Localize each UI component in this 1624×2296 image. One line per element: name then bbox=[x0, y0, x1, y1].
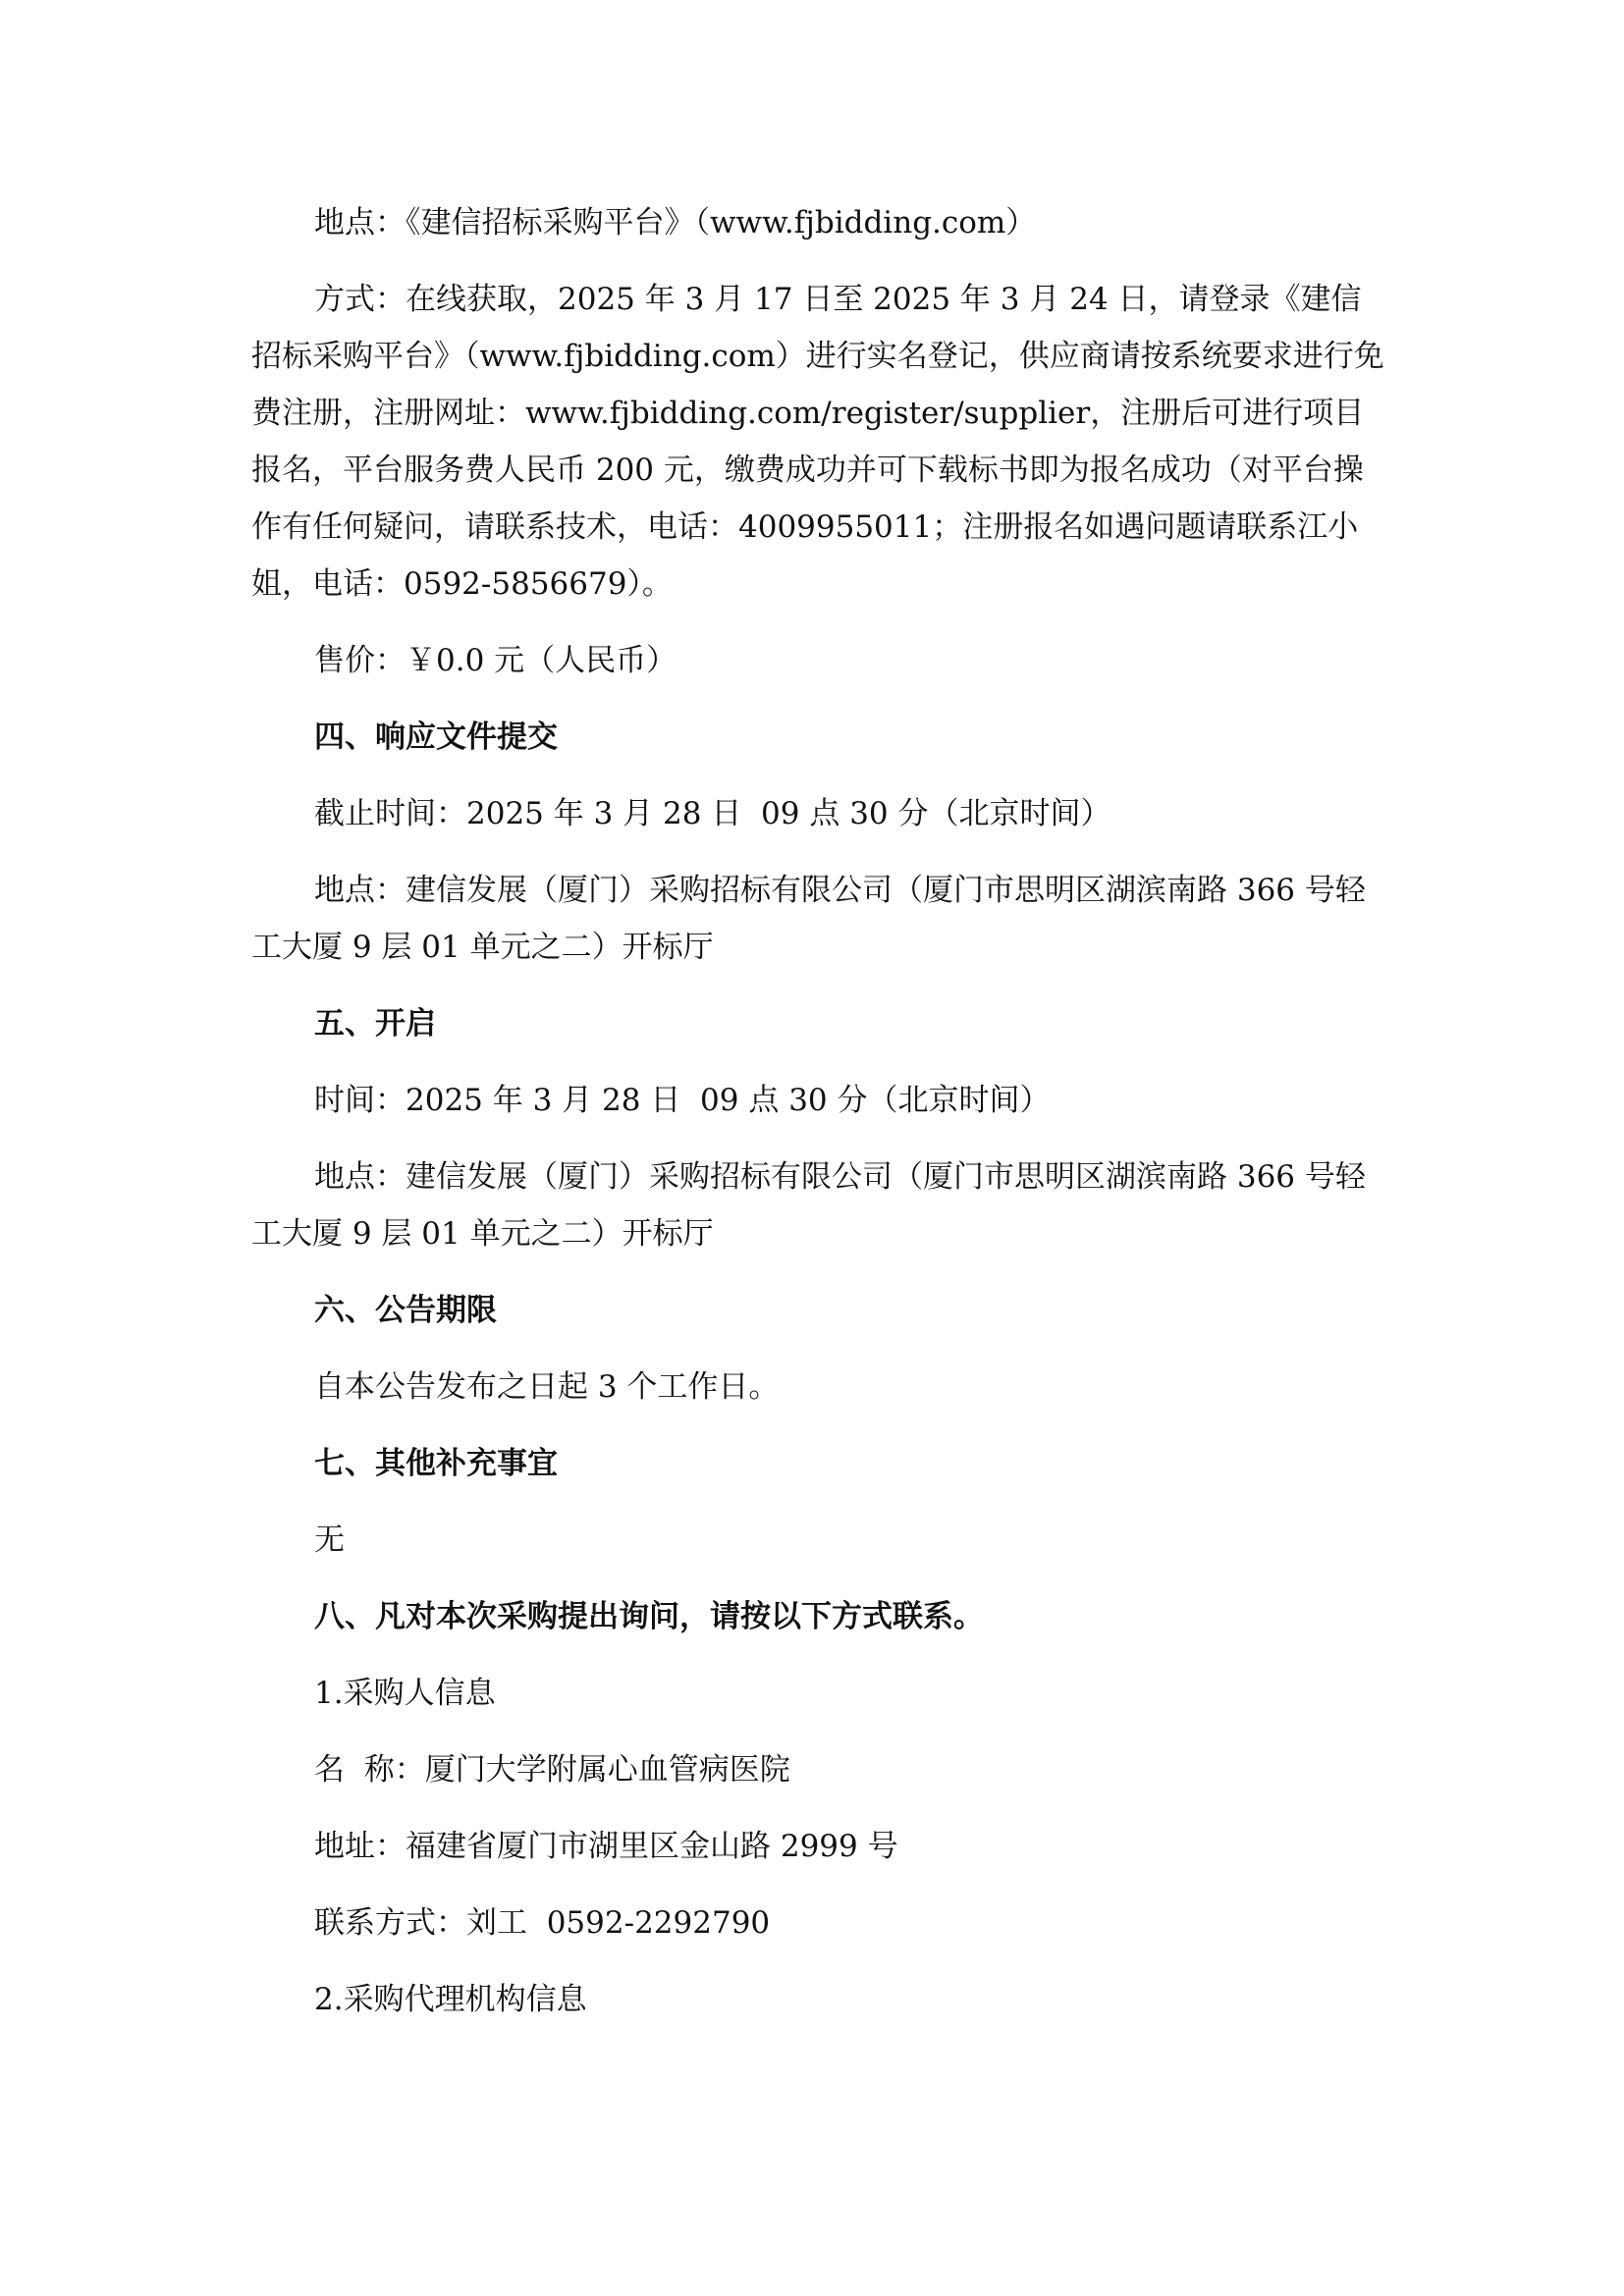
obtain-method: 方式：在线获取，2025 年 3 月 17 日至 2025 年 3 月 24 日，请登录《建信招标采购平台》（www.fjbidding.com）进行实名登记，供应商请按系统要求进行免费注册，注册网址：www.fjbidding.com/register/supplier，注册后可进行项目报名，平台服务费人民币 200 元，缴费成功并可下载标书即为报名成功（对平台操作有任何疑问，请联系技术，电话：4009955011；注册报名如遇问题请联系江小姐，电话：0592-5856679）。 bbox=[251, 282, 1384, 602]
notice-period: 自本公告发布之日起 3 个工作日。 bbox=[314, 1369, 780, 1405]
purchaser-info-title: 1.采购人信息 bbox=[314, 1676, 496, 1711]
obtain-location: 地点：《建信招标采购平台》（www.fjbidding.com） bbox=[314, 205, 1037, 240]
purchaser-address: 地址：福建省厦门市湖里区金山路 2999 号 bbox=[314, 1829, 898, 1864]
submission-deadline: 截止时间：2025 年 3 月 28 日 09 点 30 分（北京时间） bbox=[314, 796, 1111, 831]
opening-time: 时间：2025 年 3 月 28 日 09 点 30 分（北京时间） bbox=[314, 1083, 1051, 1118]
price: 售价：￥0.0 元（人民币） bbox=[314, 643, 677, 678]
purchaser-name: 名 称：厦门大学附属心血管病医院 bbox=[314, 1752, 790, 1788]
submission-location: 地点：建信发展（厦门）采购招标有限公司（厦门市思明区湖滨南路 366 号轻工大厦 9 层 01 单元之二）开标厅 bbox=[251, 873, 1366, 965]
agency-info-title: 2.采购代理机构信息 bbox=[314, 1982, 587, 2017]
purchaser-contact: 联系方式：刘工 0592-2292790 bbox=[314, 1905, 771, 1941]
section-heading-submission: 四、响应文件提交 bbox=[314, 720, 558, 755]
section-heading-notice-period: 六、公告期限 bbox=[314, 1293, 497, 1328]
section-heading-opening: 五、开启 bbox=[314, 1006, 436, 1041]
section-heading-other-matters: 七、其他补充事宜 bbox=[314, 1446, 558, 1481]
opening-location: 地点：建信发展（厦门）采购招标有限公司（厦门市思明区湖滨南路 366 号轻工大厦 9 层 01 单元之二）开标厅 bbox=[251, 1159, 1366, 1252]
section-heading-contact: 八、凡对本次采购提出询问，请按以下方式联系。 bbox=[314, 1599, 984, 1634]
other-matters: 无 bbox=[314, 1522, 345, 1558]
document-body bbox=[251, 194, 1385, 2048]
